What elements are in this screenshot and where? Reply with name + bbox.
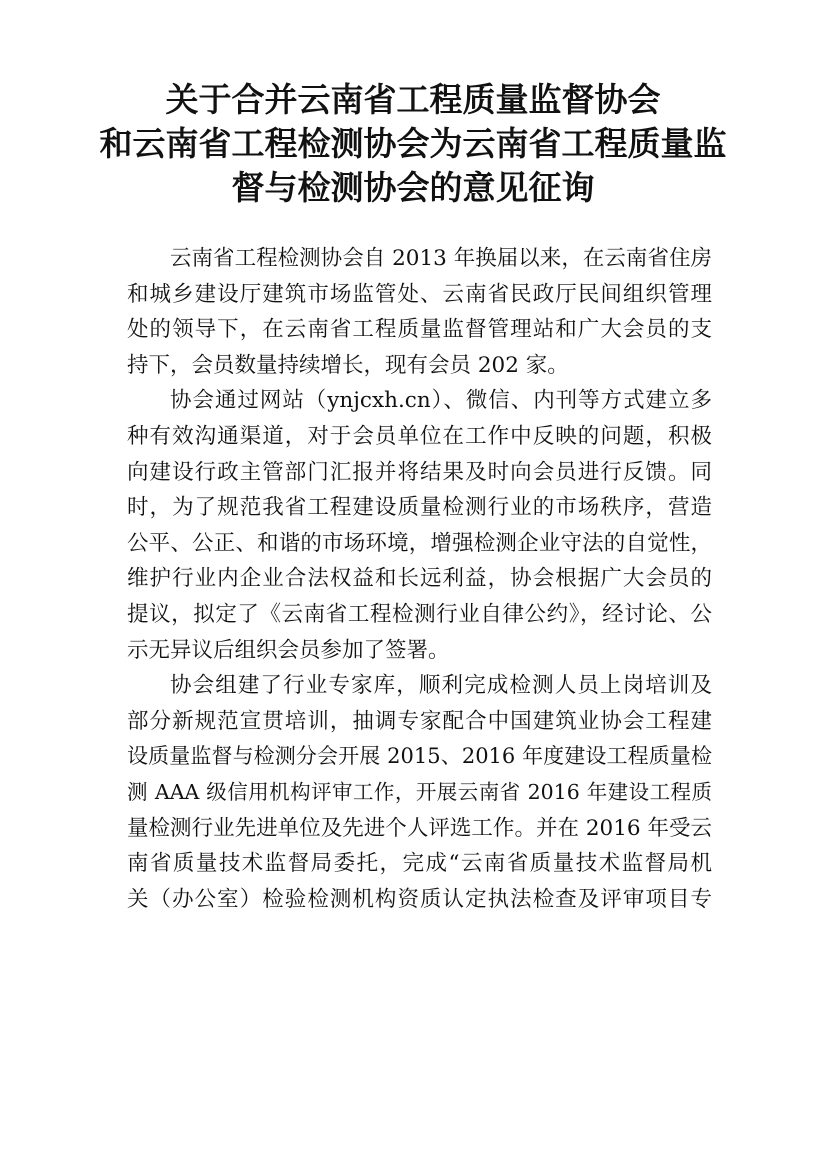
title-line: 和云南省工程检测协会为云南省工程质量监: [99, 124, 727, 163]
paragraph-line: 公平、公正、和谐的市场环境，增强检测企业守法的自觉性，: [127, 530, 712, 556]
paragraph-line: 协会组建了行业专家库，顺利完成检测人员上岗培训及: [170, 673, 712, 699]
paragraph-line: 和城乡建设厅建筑市场监管处、云南省民政厅民间组织管理: [127, 281, 712, 307]
paragraph-line: 协会通过网站（ynjcxh.cn）、微信、内刊等方式建立多: [170, 388, 712, 414]
paragraph-line: 种有效沟通渠道，对于会员单位在工作中反映的问题，积极: [127, 423, 712, 449]
paragraph-line: 示无异议后组织会员参加了签署。: [127, 637, 450, 663]
paragraph-line: 测 AAA 级信用机构评审工作，开展云南省 2016 年建设工程质: [127, 779, 712, 804]
paragraph-membership: [127, 241, 712, 383]
paragraph-line: 持下，会员数量持续增长，现有会员 202 家。: [127, 352, 569, 378]
title-line: 关于合并云南省工程质量监督协会: [165, 80, 661, 119]
paragraph-line: 处的领导下，在云南省工程质量监督管理站和广大会员的支: [127, 317, 712, 343]
paragraph-line: 时，为了规范我省工程建设质量检测行业的市场秩序，营造: [127, 495, 712, 521]
paragraph-line: 量检测行业先进单位及先进个人评选工作。并在 2016 年受云: [127, 815, 712, 841]
paragraph-line: 向建设行政主管部门汇报并将结果及时向会员进行反馈。同: [127, 459, 712, 485]
title-line: 督与检测协会的意见征询: [231, 168, 595, 207]
paragraph-communication: [127, 383, 712, 668]
paragraph-line: 部分新规范宣贯培训，抽调专家配合中国建筑业协会工程建: [127, 708, 712, 734]
document-title: [60, 78, 766, 210]
paragraph-line: 南省质量技术监督局委托，完成“云南省质量技术监督局机: [127, 851, 712, 877]
paragraph-line: 设质量监督与检测分会开展 2015、2016 年度建设工程质量检: [127, 744, 712, 769]
paragraph-expert-pool: [127, 668, 712, 917]
document-body: [127, 241, 712, 917]
paragraph-line: 云南省工程检测协会自 2013 年换届以来，在云南省住房: [170, 246, 712, 271]
paragraph-line: 关（办公室）检验检测机构资质认定执法检查及评审项目专: [127, 886, 712, 912]
paragraph-line: 维护行业内企业合法权益和长远利益，协会根据广大会员的: [127, 566, 712, 592]
paragraph-line: 提议，拟定了《云南省工程检测行业自律公约》，经讨论、公: [127, 601, 712, 627]
